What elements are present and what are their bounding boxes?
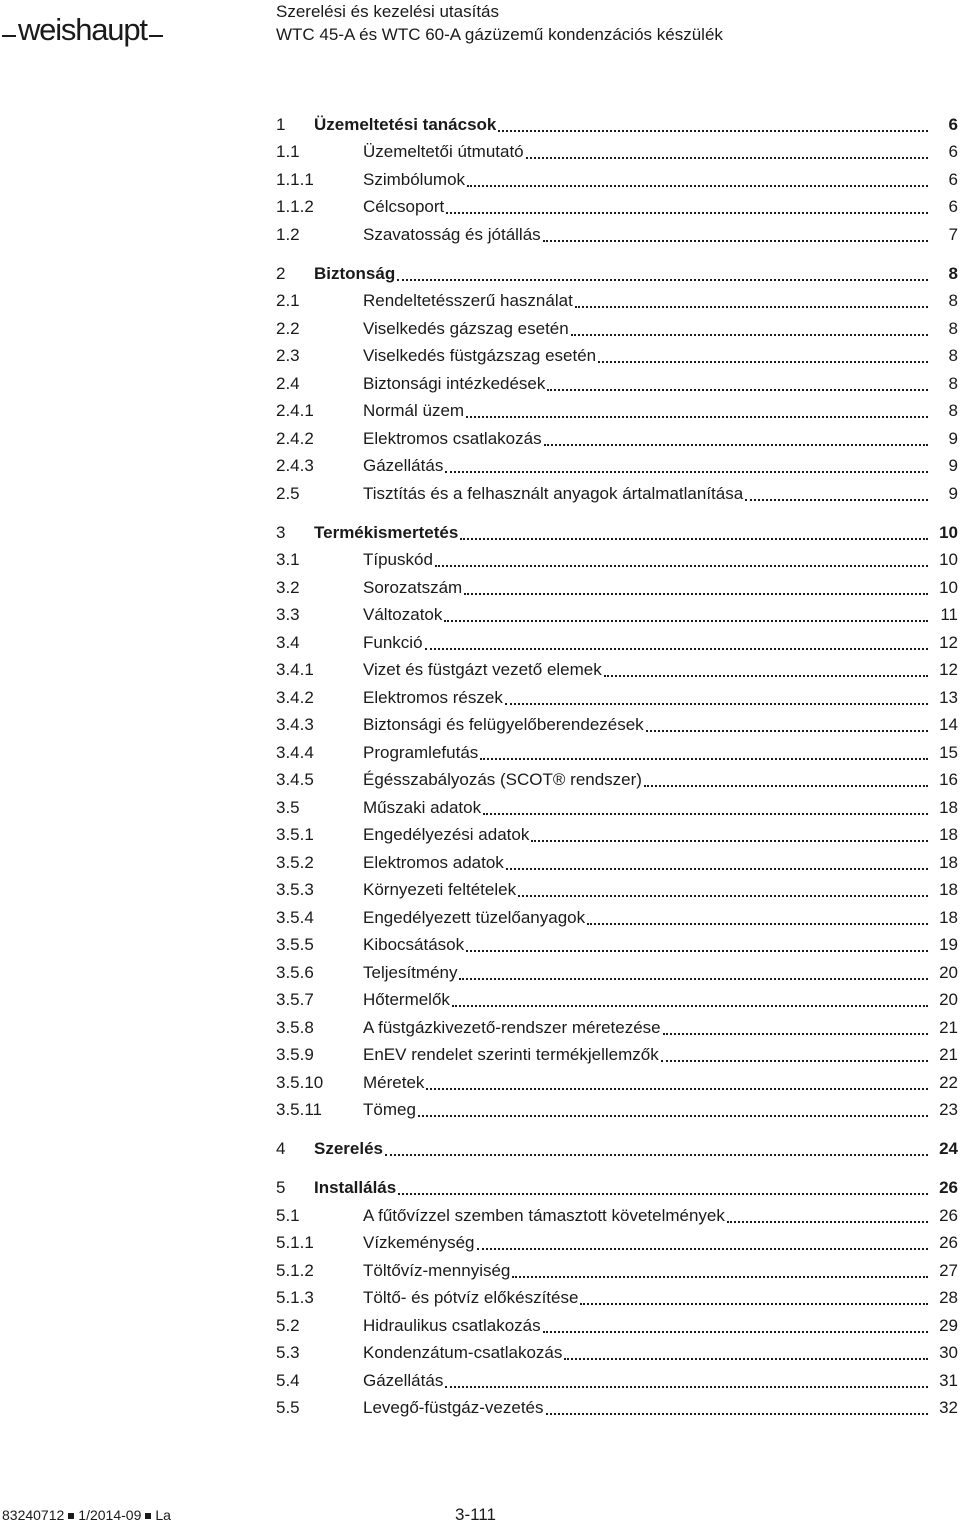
toc-dot-leader bbox=[727, 1221, 928, 1223]
toc-entry-page: 10 bbox=[939, 577, 958, 597]
toc-dot-leader bbox=[464, 593, 928, 595]
toc-entry-row[interactable] bbox=[276, 1042, 958, 1070]
toc-dot-leader bbox=[385, 1154, 928, 1156]
toc-dot-leader bbox=[444, 620, 928, 622]
toc-entry-label: Elektromos csatlakozás bbox=[363, 428, 542, 448]
toc-entry-label: Teljesítmény bbox=[363, 962, 458, 982]
toc-dot-leader bbox=[646, 730, 928, 732]
toc-entry-label: Kondenzátum-csatlakozás bbox=[363, 1343, 563, 1363]
toc-dot-leader bbox=[580, 1303, 928, 1305]
toc-entry-page: 19 bbox=[939, 935, 958, 955]
toc-entry-label: Töltő- és pótvíz előkészítése bbox=[363, 1288, 579, 1308]
toc-dot-leader bbox=[452, 1005, 928, 1007]
toc-dot-leader bbox=[446, 212, 928, 214]
toc-entry-label: Termékismertetés bbox=[314, 522, 459, 542]
toc-entry-page: 9 bbox=[948, 428, 958, 448]
toc-entry-page: 8 bbox=[948, 318, 958, 338]
toc-entry-label: EnEV rendelet szerinti termékjellemzők bbox=[363, 1045, 659, 1065]
toc-entry-page: 6 bbox=[948, 142, 958, 162]
page-header bbox=[0, 0, 960, 60]
toc-entry-number: 2.4.2 bbox=[276, 428, 314, 448]
toc-entry-number: 3.4 bbox=[276, 632, 300, 652]
toc-entry-row[interactable] bbox=[276, 574, 958, 602]
toc-entry-page: 28 bbox=[939, 1288, 958, 1308]
toc-chapter-row[interactable] bbox=[276, 111, 958, 139]
toc-entry-label: Hőtermelők bbox=[363, 990, 450, 1010]
toc-entry-number: 3.5.8 bbox=[276, 1017, 314, 1037]
toc-entry-label: Viselkedés gázszag esetén bbox=[363, 318, 569, 338]
toc-entry-page: 9 bbox=[948, 483, 958, 503]
toc-dot-leader bbox=[644, 785, 928, 787]
toc-entry-number: 5.1.1 bbox=[276, 1233, 314, 1253]
toc-dot-leader bbox=[425, 648, 928, 650]
toc-entry-page: 10 bbox=[939, 550, 958, 570]
toc-entry-number: 2.4.1 bbox=[276, 401, 314, 421]
toc-entry-label: Programlefutás bbox=[363, 742, 479, 762]
toc-entry-row[interactable] bbox=[276, 194, 958, 222]
logo-dash-left bbox=[2, 35, 16, 37]
toc-entry-number: 3.4.1 bbox=[276, 660, 314, 680]
toc-entry-page: 21 bbox=[939, 1045, 958, 1065]
weishaupt-logo bbox=[0, 8, 165, 52]
toc-entry-row[interactable] bbox=[276, 1395, 958, 1423]
toc-entry-number: 3.5.1 bbox=[276, 825, 314, 845]
toc-dot-leader bbox=[459, 978, 928, 980]
toc-entry-row[interactable] bbox=[276, 987, 958, 1015]
toc-entry-row[interactable] bbox=[276, 904, 958, 932]
toc-entry-number: 3.4.4 bbox=[276, 742, 314, 762]
toc-entry-label: Szavatosság és jótállás bbox=[363, 224, 541, 244]
toc-entry-row[interactable] bbox=[276, 1097, 958, 1125]
toc-dot-leader bbox=[506, 868, 928, 870]
toc-entry-row[interactable] bbox=[276, 425, 958, 453]
toc-dot-leader bbox=[526, 157, 928, 159]
toc-dot-leader bbox=[518, 895, 928, 897]
toc-entry-page: 22 bbox=[939, 1072, 958, 1092]
toc-entry-row[interactable] bbox=[276, 315, 958, 343]
toc-entry-row[interactable] bbox=[276, 959, 958, 987]
toc-entry-number: 5 bbox=[276, 1178, 286, 1198]
toc-entry-number: 3.5.2 bbox=[276, 852, 314, 872]
logo-text: weishaupt bbox=[18, 12, 147, 47]
toc-entry-page: 9 bbox=[948, 456, 958, 476]
toc-entry-row[interactable] bbox=[276, 343, 958, 371]
toc-entry-row[interactable] bbox=[276, 1257, 958, 1285]
toc-entry-label: Hidraulikus csatlakozás bbox=[363, 1315, 541, 1335]
toc-entry-label: Sorozatszám bbox=[363, 577, 463, 597]
toc-chapter-row[interactable] bbox=[276, 519, 958, 547]
toc-entry-number: 3.5.5 bbox=[276, 935, 314, 955]
toc-entry-row[interactable] bbox=[276, 684, 958, 712]
toc-entry-label: Funkció bbox=[363, 632, 423, 652]
toc-entry-page: 6 bbox=[948, 169, 958, 189]
toc-entry-page: 8 bbox=[948, 291, 958, 311]
toc-entry-label: Változatok bbox=[363, 605, 443, 625]
toc-dot-leader bbox=[483, 813, 928, 815]
toc-entry-page: 18 bbox=[939, 825, 958, 845]
toc-entry-row[interactable] bbox=[276, 932, 958, 960]
toc-entry-row[interactable] bbox=[276, 1312, 958, 1340]
edition: 1/2014-09 bbox=[78, 1507, 142, 1523]
toc-entry-number: 3.4.5 bbox=[276, 770, 314, 790]
toc-dot-leader bbox=[745, 499, 928, 501]
toc-entry-label: Gázellátás bbox=[363, 1370, 444, 1390]
document-title bbox=[276, 0, 723, 46]
toc-entry-label: Vízkeménység bbox=[363, 1233, 475, 1253]
toc-dot-leader bbox=[512, 1276, 928, 1278]
toc-entry-number: 3.4.2 bbox=[276, 687, 314, 707]
toc-dot-leader bbox=[543, 1331, 928, 1333]
toc-dot-leader bbox=[587, 923, 928, 925]
toc-dot-leader bbox=[661, 1060, 928, 1062]
toc-dot-leader bbox=[498, 130, 928, 132]
toc-entry-number: 3.3 bbox=[276, 605, 300, 625]
toc-dot-leader bbox=[543, 240, 928, 242]
toc-entry-row[interactable] bbox=[276, 1202, 958, 1230]
toc-entry-label: Engedélyezett tüzelőanyagok bbox=[363, 907, 586, 927]
toc-chapter-row[interactable] bbox=[276, 1175, 958, 1203]
toc-entry-row[interactable] bbox=[276, 794, 958, 822]
toc-entry-row[interactable] bbox=[276, 547, 958, 575]
toc-entry-number: 5.1 bbox=[276, 1205, 300, 1225]
toc-entry-number: 4 bbox=[276, 1139, 286, 1159]
toc-entry-page: 16 bbox=[939, 770, 958, 790]
toc-entry-label: Üzemeltetési tanácsok bbox=[314, 114, 497, 134]
toc-entry-label: Installálás bbox=[314, 1178, 397, 1198]
toc-entry-page: 8 bbox=[948, 373, 958, 393]
separator-square-icon bbox=[145, 1513, 151, 1519]
toc-dot-leader bbox=[544, 444, 928, 446]
toc-entry-row[interactable] bbox=[276, 480, 958, 508]
toc-entry-page: 15 bbox=[939, 742, 958, 762]
toc-entry-row[interactable] bbox=[276, 822, 958, 850]
toc-entry-row[interactable] bbox=[276, 602, 958, 630]
toc-entry-row[interactable] bbox=[276, 767, 958, 795]
toc-dot-leader bbox=[467, 185, 928, 187]
toc-entry-page: 20 bbox=[939, 990, 958, 1010]
toc-entry-page: 6 bbox=[948, 114, 958, 134]
toc-entry-page: 8 bbox=[948, 346, 958, 366]
toc-dot-leader bbox=[460, 538, 928, 540]
toc-entry-row[interactable] bbox=[276, 453, 958, 481]
toc-entry-label: Tisztítás és a felhasznált anyagok ártalmatlanítása bbox=[363, 483, 744, 503]
toc-entry-row[interactable] bbox=[276, 629, 958, 657]
table-of-contents bbox=[276, 111, 958, 1422]
toc-chapter-row[interactable] bbox=[276, 260, 958, 288]
toc-entry-row[interactable] bbox=[276, 739, 958, 767]
toc-entry-number: 3.5.10 bbox=[276, 1072, 324, 1092]
toc-entry-page: 12 bbox=[939, 632, 958, 652]
toc-entry-number: 3.5.7 bbox=[276, 990, 314, 1010]
toc-entry-number: 3 bbox=[276, 522, 286, 542]
toc-entry-row[interactable] bbox=[276, 712, 958, 740]
toc-dot-leader bbox=[418, 1115, 928, 1117]
toc-entry-label: Szerelés bbox=[314, 1139, 383, 1159]
toc-dot-leader bbox=[505, 703, 928, 705]
toc-dot-leader bbox=[571, 334, 928, 336]
toc-entry-page: 31 bbox=[939, 1370, 958, 1390]
toc-entry-number: 2.1 bbox=[276, 291, 300, 311]
toc-entry-number: 3.5.4 bbox=[276, 907, 314, 927]
toc-entry-page: 18 bbox=[939, 907, 958, 927]
toc-dot-leader bbox=[564, 1358, 928, 1360]
toc-entry-page: 26 bbox=[939, 1178, 958, 1198]
toc-entry-label: Levegő-füstgáz-vezetés bbox=[363, 1398, 544, 1418]
toc-entry-page: 13 bbox=[939, 687, 958, 707]
toc-dot-leader bbox=[426, 1088, 928, 1090]
toc-entry-number: 1.2 bbox=[276, 224, 300, 244]
toc-entry-number: 5.1.3 bbox=[276, 1288, 314, 1308]
toc-entry-number: 2.2 bbox=[276, 318, 300, 338]
toc-dot-leader bbox=[531, 840, 928, 842]
toc-entry-label: Elektromos adatok bbox=[363, 852, 504, 872]
toc-entry-label: Engedélyezési adatok bbox=[363, 825, 530, 845]
toc-entry-label: Szimbólumok bbox=[363, 169, 466, 189]
toc-entry-label: Műszaki adatok bbox=[363, 797, 482, 817]
toc-entry-page: 8 bbox=[948, 401, 958, 421]
toc-entry-row[interactable] bbox=[276, 1069, 958, 1097]
toc-entry-page: 30 bbox=[939, 1343, 958, 1363]
toc-entry-number: 3.5.9 bbox=[276, 1045, 314, 1065]
toc-entry-label: Viselkedés füstgázszag esetén bbox=[363, 346, 597, 366]
toc-entry-number: 2.3 bbox=[276, 346, 300, 366]
toc-entry-label: Biztonsági és felügyelőberendezések bbox=[363, 715, 644, 735]
toc-entry-label: Biztonsági intézkedések bbox=[363, 373, 546, 393]
toc-dot-leader bbox=[604, 675, 928, 677]
toc-entry-page: 18 bbox=[939, 797, 958, 817]
toc-dot-leader bbox=[546, 1413, 929, 1415]
toc-entry-page: 18 bbox=[939, 852, 958, 872]
toc-dot-leader bbox=[466, 416, 928, 418]
toc-entry-row[interactable] bbox=[276, 1367, 958, 1395]
toc-entry-number: 1.1.2 bbox=[276, 197, 314, 217]
toc-entry-row[interactable] bbox=[276, 221, 958, 249]
toc-entry-page: 26 bbox=[939, 1233, 958, 1253]
toc-entry-label: Üzemeltetői útmutató bbox=[363, 142, 524, 162]
toc-entry-label: Égésszabályozás (SCOT® rendszer) bbox=[363, 770, 642, 790]
document-number: 83240712 bbox=[2, 1507, 65, 1523]
toc-dot-leader bbox=[435, 565, 928, 567]
toc-entry-number: 3.5.6 bbox=[276, 962, 314, 982]
toc-entry-label: Vizet és füstgázt vezető elemek bbox=[363, 660, 602, 680]
toc-entry-label: Célcsoport bbox=[363, 197, 445, 217]
toc-entry-page: 32 bbox=[939, 1398, 958, 1418]
toc-entry-page: 21 bbox=[939, 1017, 958, 1037]
toc-entry-row[interactable] bbox=[276, 370, 958, 398]
toc-entry-row[interactable] bbox=[276, 398, 958, 426]
toc-entry-row[interactable] bbox=[276, 1230, 958, 1258]
document-title-line1: Szerelési és kezelési utasítás bbox=[276, 2, 499, 21]
toc-entry-label: Elektromos részek bbox=[363, 687, 503, 707]
separator-square-icon bbox=[68, 1513, 74, 1519]
toc-entry-number: 2 bbox=[276, 263, 286, 283]
toc-dot-leader bbox=[477, 1248, 929, 1250]
toc-entry-page: 27 bbox=[939, 1260, 958, 1280]
toc-entry-page: 8 bbox=[948, 263, 958, 283]
toc-entry-page: 12 bbox=[939, 660, 958, 680]
toc-dot-leader bbox=[466, 950, 928, 952]
author-code: La bbox=[155, 1507, 171, 1523]
toc-entry-row[interactable] bbox=[276, 139, 958, 167]
toc-entry-label: A fűtővízzel szemben támasztott követelmények bbox=[363, 1205, 725, 1225]
toc-entry-number: 5.1.2 bbox=[276, 1260, 314, 1280]
toc-entry-row[interactable] bbox=[276, 849, 958, 877]
toc-entry-number: 1.1.1 bbox=[276, 169, 314, 189]
toc-entry-page: 7 bbox=[948, 224, 958, 244]
toc-dot-leader bbox=[445, 1386, 928, 1388]
toc-entry-label: Töltővíz-mennyiség bbox=[363, 1260, 511, 1280]
toc-entry-label: Környezeti feltételek bbox=[363, 880, 517, 900]
toc-entry-label: Tömeg bbox=[363, 1100, 416, 1120]
toc-entry-page: 18 bbox=[939, 880, 958, 900]
toc-entry-number: 5.4 bbox=[276, 1370, 300, 1390]
toc-entry-number: 3.1 bbox=[276, 550, 300, 570]
toc-dot-leader bbox=[480, 758, 928, 760]
toc-entry-page: 23 bbox=[939, 1100, 958, 1120]
toc-dot-leader bbox=[445, 471, 928, 473]
toc-entry-label: Normál üzem bbox=[363, 401, 465, 421]
toc-entry-row[interactable] bbox=[276, 288, 958, 316]
toc-entry-number: 2.4 bbox=[276, 373, 300, 393]
toc-entry-row[interactable] bbox=[276, 1285, 958, 1313]
toc-entry-page: 20 bbox=[939, 962, 958, 982]
toc-entry-row[interactable] bbox=[276, 1014, 958, 1042]
toc-entry-number: 3.2 bbox=[276, 577, 300, 597]
toc-entry-row[interactable] bbox=[276, 657, 958, 685]
toc-entry-page: 10 bbox=[939, 522, 958, 542]
toc-entry-number: 3.5.3 bbox=[276, 880, 314, 900]
document-code bbox=[2, 1507, 171, 1523]
toc-entry-label: Gázellátás bbox=[363, 456, 444, 476]
toc-dot-leader bbox=[575, 306, 928, 308]
toc-entry-row[interactable] bbox=[276, 1340, 958, 1368]
toc-dot-leader bbox=[397, 279, 928, 281]
toc-entry-number: 5.3 bbox=[276, 1343, 300, 1363]
toc-entry-number: 2.4.3 bbox=[276, 456, 314, 476]
toc-entry-page: 24 bbox=[939, 1139, 958, 1159]
toc-dot-leader bbox=[547, 389, 928, 391]
toc-entry-page: 11 bbox=[940, 605, 958, 625]
toc-entry-page: 14 bbox=[939, 715, 958, 735]
toc-entry-label: Méretek bbox=[363, 1072, 425, 1092]
toc-entry-number: 3.5 bbox=[276, 797, 300, 817]
logo-dash-right bbox=[149, 35, 163, 37]
toc-dot-leader bbox=[598, 361, 928, 363]
toc-dot-leader bbox=[663, 1033, 928, 1035]
toc-entry-number: 1.1 bbox=[276, 142, 300, 162]
toc-entry-page: 6 bbox=[948, 197, 958, 217]
toc-entry-label: Rendeltetésszerű használat bbox=[363, 291, 573, 311]
toc-chapter-row[interactable] bbox=[276, 1136, 958, 1164]
toc-entry-number: 5.5 bbox=[276, 1398, 300, 1418]
toc-entry-number: 1 bbox=[276, 114, 286, 134]
toc-entry-row[interactable] bbox=[276, 166, 958, 194]
page-number: 3-111 bbox=[455, 1505, 496, 1524]
toc-dot-leader bbox=[398, 1193, 928, 1195]
toc-entry-label: Biztonság bbox=[314, 263, 396, 283]
toc-entry-label: A füstgázkivezető-rendszer méretezése bbox=[363, 1017, 661, 1037]
toc-entry-number: 2.5 bbox=[276, 483, 300, 503]
toc-entry-row[interactable] bbox=[276, 877, 958, 905]
toc-entry-number: 3.5.11 bbox=[276, 1100, 323, 1120]
toc-entry-label: Típuskód bbox=[363, 550, 433, 570]
page-footer bbox=[0, 1505, 960, 1525]
toc-entry-label: Kibocsátások bbox=[363, 935, 465, 955]
toc-entry-page: 29 bbox=[939, 1315, 958, 1335]
toc-entry-number: 3.4.3 bbox=[276, 715, 314, 735]
document-title-line2: WTC 45-A és WTC 60-A gázüzemű kondenzációs készülék bbox=[276, 25, 723, 44]
toc-entry-page: 26 bbox=[939, 1205, 958, 1225]
toc-entry-number: 5.2 bbox=[276, 1315, 300, 1335]
